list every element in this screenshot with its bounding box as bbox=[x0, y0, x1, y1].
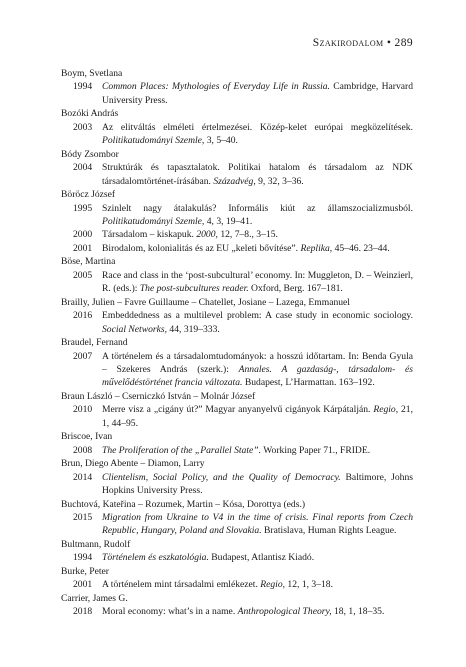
reference-entry bbox=[61, 551, 413, 564]
italic-title: 2000, bbox=[196, 229, 218, 241]
italic-title: The post-subcultures reader. bbox=[139, 283, 249, 295]
author-name: Carrier, James G. bbox=[61, 592, 128, 604]
citation-text: Bratislava, Human Rights League. bbox=[261, 525, 397, 537]
reference-entry bbox=[61, 511, 413, 538]
entry-year: 2000 bbox=[73, 229, 93, 241]
section-title: Szakirodalom bbox=[312, 37, 384, 49]
citation-text: 3, 5–40. bbox=[204, 135, 238, 147]
reference-entry bbox=[61, 269, 413, 296]
citation-text: 45–46. 23–44. bbox=[332, 242, 390, 254]
citation-text: A történelem és a társadalomtudományok: a hosszú időtartam. In: Benda Gyula – Szekeres András (szerk.): bbox=[102, 350, 413, 375]
author-name: Bultmann, Rudolf bbox=[61, 538, 131, 550]
entry-text bbox=[102, 202, 413, 229]
citation-text: Szinlelt nagy átalakulás? Informális kiút az államszocializmusból. bbox=[102, 202, 413, 214]
reference-entry bbox=[61, 228, 413, 241]
entry-year: 1995 bbox=[73, 202, 93, 214]
citation-text: Race and class in the ‘post-subcultural’ economy. In: Muggleton, D. – Weinzierl, R. (eds.): bbox=[102, 269, 413, 295]
entry-text bbox=[102, 228, 413, 241]
author-name: Bozóki András bbox=[61, 108, 119, 120]
running-header bbox=[313, 37, 413, 49]
author-name: Böröcz József bbox=[61, 189, 116, 201]
author-name: Böse, Martina bbox=[61, 256, 116, 268]
author-name: Braun László – Cserniczkó István – Molnár József bbox=[61, 390, 256, 402]
citation-text: 21, 1, 44–95. bbox=[102, 404, 413, 429]
citation-text: 12, 7–8., 3–15. bbox=[217, 229, 278, 241]
reference-list bbox=[61, 67, 413, 619]
entry-year: 2008 bbox=[73, 444, 93, 456]
reference-entry bbox=[61, 578, 413, 591]
header-separator: • bbox=[386, 37, 392, 49]
entry-text bbox=[102, 511, 413, 538]
reference-entry bbox=[61, 350, 413, 390]
author-name: Braudel, Fernand bbox=[61, 337, 128, 349]
author-name: Briscoe, Ivan bbox=[61, 431, 113, 443]
entry-year: 2015 bbox=[73, 511, 93, 523]
entry-text bbox=[102, 471, 413, 498]
citation-text: Budapest, Atlantisz Kiadó. bbox=[208, 552, 315, 564]
italic-title: Anthropological Theory, bbox=[237, 606, 332, 618]
author-name: Brun, Diego Abente – Diamon, Larry bbox=[61, 458, 205, 470]
citation-text: Embeddedness as a multilevel problem: A case study in economic sociology. bbox=[102, 310, 413, 322]
italic-title: Regio, bbox=[373, 404, 399, 416]
citation-text: Baltimore, Johns Hopkins University Press. bbox=[102, 471, 413, 497]
reference-entry bbox=[61, 605, 413, 618]
entry-text bbox=[102, 605, 413, 618]
italic-title: Politikatudományi Szemle, bbox=[102, 215, 205, 227]
entry-year: 1994 bbox=[73, 81, 93, 93]
reference-entry bbox=[61, 161, 413, 188]
citation-text: Budapest, L’Harmattan. 163–192. bbox=[242, 377, 375, 389]
italic-title: Migration from Ukraine to V4 in the time of crisis. Final reports from Czech Republic, Hungary, Poland and Slovakia. bbox=[102, 511, 413, 537]
entry-year: 2016 bbox=[73, 310, 93, 322]
reference-entry bbox=[61, 80, 413, 107]
entry-text bbox=[102, 350, 413, 390]
citation-text: Moral economy: what’s in a name. bbox=[102, 606, 238, 618]
entry-year: 2018 bbox=[73, 606, 93, 618]
entry-year: 2005 bbox=[73, 269, 93, 281]
entry-text bbox=[102, 161, 413, 188]
author-name: Buchtová, Kateřina – Rozumek, Martin – Kósa, Dorottya (eds.) bbox=[61, 498, 306, 510]
citation-text: A történelem mint társadalmi emlékezet. bbox=[102, 579, 261, 591]
entry-text bbox=[102, 444, 413, 457]
entry-text bbox=[102, 121, 413, 148]
entry-year: 2001 bbox=[73, 242, 93, 254]
entry-year: 2007 bbox=[73, 350, 93, 362]
citation-text: Cambridge, Harvard University Press. bbox=[102, 81, 413, 106]
entry-year: 2010 bbox=[73, 404, 93, 416]
author-name: Bódy Zsombor bbox=[61, 148, 119, 160]
italic-title: Politikatudományi Szemle, bbox=[102, 135, 205, 147]
citation-text: Birodalom, kolonialitás és az EU „keleti bővítése”. bbox=[102, 242, 301, 254]
citation-text: Oxford, Berg. 167–181. bbox=[248, 283, 343, 295]
citation-text: Társadalom – kiskapuk. bbox=[102, 229, 197, 241]
reference-entry bbox=[61, 471, 413, 498]
citation-text: Merre visz a „cigány út?” Magyar anyanyelvű cigányok Kárpátalján. bbox=[102, 404, 374, 416]
italic-title: Clientelism, Social Policy, and the Quality of Democracy. bbox=[102, 471, 341, 483]
reference-entry bbox=[61, 403, 413, 430]
entry-year: 2001 bbox=[73, 579, 93, 591]
reference-entry bbox=[61, 202, 413, 229]
entry-text bbox=[102, 403, 413, 430]
entry-text bbox=[102, 551, 413, 564]
author-name: Brailly, Julien – Favre Guillaume – Chatellet, Josiane – Lazega, Emmanuel bbox=[61, 296, 350, 308]
author-name: Burke, Peter bbox=[61, 565, 109, 577]
citation-text: 4, 3, 19–41. bbox=[204, 215, 253, 227]
entry-year: 2004 bbox=[73, 162, 93, 174]
italic-title: Annales. A gazdaság-, társadalom- és művelődéstörténet francia változata. bbox=[102, 363, 414, 389]
italic-title: Social Networks, bbox=[102, 323, 168, 335]
entry-year: 1994 bbox=[73, 552, 93, 564]
entry-text bbox=[102, 269, 413, 296]
entry-text bbox=[102, 242, 413, 255]
italic-title: Történelem és eszkatológia. bbox=[102, 552, 209, 564]
citation-text: 44, 319–333. bbox=[167, 323, 220, 335]
entry-year: 2014 bbox=[73, 471, 93, 483]
citation-text: 9, 32, 3–36. bbox=[255, 175, 304, 187]
citation-text: 18, 1, 18–35. bbox=[331, 606, 385, 618]
citation-text: Az elitváltás elméleti értelmezései. Közép-kelet európai megközelítések. bbox=[102, 121, 413, 133]
reference-entry bbox=[61, 242, 413, 255]
italic-title: The Proliferation of the „Parallel State”. bbox=[102, 444, 262, 456]
reference-entry bbox=[61, 121, 413, 148]
reference-entry bbox=[61, 444, 413, 457]
italic-title: Replika, bbox=[300, 242, 333, 254]
page-number: 289 bbox=[394, 37, 413, 49]
citation-text: Struktúrák és tapasztalatok. Politikai hatalom és társadalom az NDK társadalomtörténet-írásában. bbox=[102, 162, 413, 187]
reference-entry bbox=[61, 309, 413, 336]
italic-title: Common Places: Mythologies of Everyday Life in Russia. bbox=[102, 81, 330, 93]
entry-text bbox=[102, 80, 413, 107]
italic-title: Századvég, bbox=[213, 175, 256, 187]
entry-year: 2003 bbox=[73, 121, 93, 133]
entry-text bbox=[102, 578, 413, 591]
author-name: Boym, Svetlana bbox=[61, 68, 123, 79]
citation-text: 12, 1, 3–18. bbox=[285, 579, 333, 591]
italic-title: Regio, bbox=[260, 579, 286, 591]
entry-text bbox=[102, 309, 413, 336]
citation-text: Working Paper 71., FRIDE. bbox=[261, 444, 371, 456]
